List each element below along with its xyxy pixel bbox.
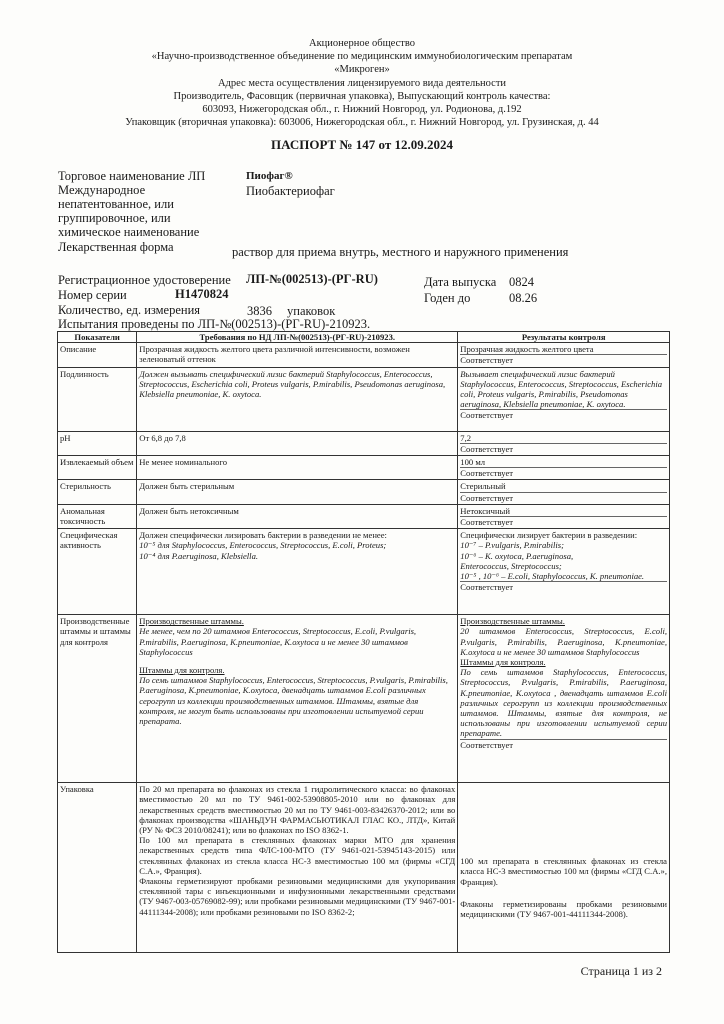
row-requirement: Должен быть нетоксичным (137, 504, 458, 528)
tests-line: Испытания проведены по ЛП-№(002513)-(РГ-RU)-210923. (58, 317, 371, 331)
requirement-line: 10⁻⁵ для Staphylococcus, Enterococcus, Streptococcus, E.coli, Proteus; (139, 540, 387, 551)
requirement-text: Флаконы герметизируют пробками резиновыми медицинскими для укупоривания стеклянной тары с инъекционными и инфузионными лекарственными средствами (ТУ 9467-003-05769082-99); или пробками резиновыми медицинскими (ТУ 9467-001-44111344-2008); или пробками резиновыми по ISO 8362-2; (139, 876, 456, 917)
row-requirement: Не менее номинального (137, 456, 458, 480)
valid-label: Годен до (424, 291, 471, 305)
col-header-indicator: Показатели (58, 332, 137, 343)
result-line: 10⁻⁷ – P.vulgaris, P.mirabilis; (460, 540, 564, 551)
requirement-line: 10⁻⁴ для P.aeruginosa, Klebsiella. (139, 550, 259, 561)
requirement-heading: Производственные штаммы. (139, 616, 244, 627)
form-value: раствор для приема внутрь, местного и наружного применения (232, 245, 569, 259)
result-text: По семь штаммов Staphylococcus, Enterococcus, Streptococcus, P.vulgaris, P.mirabilis, P.aeruginosa, K.pneumoniae, K.oxytoca , двенадцать штаммов E.coli различных серогрупп из коллекции производственных штаммов. Штаммы, взятые для контроля, не использованы при изготовлении испытуемой серии препарате. (460, 667, 667, 739)
row-name: Упаковка (58, 783, 137, 953)
inn-label-4: химическое наименование (58, 225, 200, 239)
qty-value: 3836 (247, 304, 272, 318)
result-status: Соответствует (460, 355, 514, 366)
org-short: «Микроген» (334, 64, 390, 75)
qty-label: Количество, ед. измерения (58, 303, 201, 317)
requirement-text: Не менее, чем по 20 штаммов Enterococcus, Streptococcus, E.coli, P.vulgaris, P.mirabilis, P.aeruginosa, K.pneumoniae, K.oxytoca и не менее 30 штаммов Staphylococcus (139, 626, 417, 657)
series-value: H1470824 (175, 287, 229, 301)
inn-label-2: непатентованное, или (58, 197, 174, 211)
requirement-text: По 20 мл препарата во флаконах из стекла 1 гидролитического класса: во флаконах вместимостью 20 мл по ТУ 9461-002-53908805-2010 или во флаконах для лекарственных средств вместимостью 20 мл по ТУ 9461-003-83426370-2012; или во флаконах производства «ШАНЬДУН ФАРМАСЬЮТИКАЛ ГЛАС КО., ЛТД», Китай (РУ № ФСЗ 2010/08241); или во флаконах по ISO 8362-1. (139, 784, 456, 836)
table-row (58, 480, 670, 504)
result-status: Соответствует (460, 517, 514, 528)
result-value: Стерильный (460, 481, 667, 492)
table-row (58, 367, 670, 431)
col-header-results: Результаты контроля (458, 332, 670, 343)
result-value: Нетоксичный (460, 506, 667, 517)
result-status: Соответствует (460, 739, 667, 750)
row-name: Подлинность (58, 367, 137, 431)
result-text: 20 штаммов Enterococcus, Streptococcus, E.coli, P.vulgaris, P.mirabilis, P.aeruginosa, K.pneumoniae, K.oxytoca и не менее 30 штаммов Staphylococcus (460, 626, 667, 657)
issue-value: 0824 (509, 275, 534, 289)
col-header-requirements: Требования по НД ЛП-№(002513)-(РГ-RU)-210923. (137, 332, 458, 343)
trade-name-label: Торговое наименование ЛП (58, 169, 206, 183)
form-label: Лекарственная форма (58, 240, 174, 254)
reg-value: ЛП-№(002513)-(РГ-RU) (246, 272, 378, 286)
address-label: Адрес места осуществления лицензируемого вида деятельности (217, 78, 507, 89)
producer-line: Производитель, Фасовщик (первичная упаковка), Выпускающий контроль качества: (173, 91, 551, 102)
result-value: 100 мл (460, 457, 667, 468)
result-line: 10⁻⁵ , 10⁻⁶ – E.coli, Staphylococcus, K. pneumoniae. (460, 571, 645, 582)
result-status: Соответствует (460, 492, 514, 503)
row-requirement: Прозрачная жидкость желтого цвета различной интенсивности, возможен зеленоватый оттенок (137, 343, 458, 367)
result-value: 7,2 (460, 433, 667, 444)
result-value: Прозрачная жидкость желтого цвета (460, 344, 667, 355)
row-name: pH (58, 431, 137, 455)
result-heading: Штаммы для контроля. (460, 657, 546, 668)
result-heading: Производственные штаммы. (460, 616, 565, 627)
valid-value: 08.26 (509, 291, 538, 305)
row-name: Производственные штаммы и штаммы для контроля (58, 615, 137, 783)
table-row (58, 343, 670, 367)
requirement-text: По семь штаммов Staphylococcus, Enterococcus, Streptococcus, P.vulgaris, P.mirabilis, P.aeruginosa, K.pneumoniae, K.oxytoca, двенадцать штаммов E.coli различных серогрупп из коллекции производственных штаммов. Штаммы, взятые для контроля, не могут быть использованы при изготовлении испытуемой серии препарата. (139, 675, 448, 727)
result-status: Соответствует (460, 409, 667, 420)
inn-label-1: Международное (58, 183, 146, 197)
result-status: Соответствует (460, 581, 667, 592)
result-text: 100 мл препарата в стеклянных флаконах из стекла класса НС-3 вместимостью 100 мл (фирмы «СГД С.А.», Франция). (460, 856, 667, 887)
control-table (57, 331, 670, 953)
issue-label: Дата выпуска (424, 275, 497, 289)
org-type: Акционерное общество (309, 38, 415, 49)
table-row (58, 615, 670, 783)
result-line: Enterococcus, Streptococcus; (460, 560, 562, 571)
row-name: Аномальная токсичность (58, 504, 137, 528)
result-value: Вызывает специфический лизис бактерий Staphylococcus, Enterococcus, Streptococcus, Escherichia coli, Proteus vulgaris, P.mirabilis, Pseudomonas aeruginosa, Klebsiella pneumoniae, K. oxytoca. (460, 368, 663, 410)
result-status: Соответствует (460, 468, 514, 479)
result-line: 10⁻⁶ – K. oxytoca, P.aeruginosa, (460, 550, 574, 561)
producer-address: 603093, Нижегородская обл., г. Нижний Новгород, ул. Родионова, д.192 (202, 104, 522, 115)
row-name: Извлекаемый объем (58, 456, 137, 480)
inn-label-3: группировочное, или (58, 211, 171, 225)
inn-value: Пиобактериофаг (246, 184, 335, 198)
reg-label: Регистрационное удостоверение (58, 273, 231, 287)
requirement-heading: Штаммы для контроля. (139, 665, 225, 676)
trade-name-value: Пиофаг® (246, 170, 293, 182)
row-requirement: Должен вызывать специфический лизис бактерий Staphylococcus, Enterococcus, Streptococcus, Escherichia coli, Proteus vulgaris, P.mirabilis, Pseudomonas aeruginosa, Klebsiella pneumoniae, K. oxytoca. (137, 367, 458, 431)
table-row (58, 504, 670, 528)
requirement-line: Должен специфически лизировать бактерии в разведении не менее: (139, 530, 387, 541)
org-name: «Научно-производственное объединение по медицинским иммунобиологическим препаратам (151, 51, 573, 62)
table-row (58, 529, 670, 615)
table-row (58, 456, 670, 480)
page-title: ПАСПОРТ № 147 от 12.09.2024 (270, 137, 453, 152)
table-row (58, 783, 670, 953)
row-name: Описание (58, 343, 137, 367)
packer-line: Упаковщик (вторичная упаковка): 603006, Нижегородская обл., г. Нижний Новгород, ул. Грузинская, д. 44 (125, 117, 599, 128)
result-line: Специфически лизирует бактерии в разведении: (460, 530, 638, 541)
result-status: Соответствует (460, 443, 514, 454)
table-row (58, 431, 670, 455)
row-requirement: От 6,8 до 7,8 (137, 431, 458, 455)
requirement-text: По 100 мл препарата в стеклянных флаконах марки МТО для хранения лекарственных средств типа ФЛС-100-МТО (ТУ 9461-021-53945143-2015) или стеклянных флаконах из стекла класса НС-3 вместимостью 100 мл (фирмы «СГД С.А.», Франция). (139, 835, 456, 876)
page-number: Страница 1 из 2 (580, 964, 662, 978)
table-header-row (58, 332, 670, 343)
qty-unit: упаковок (287, 304, 336, 318)
result-text: Флаконы герметизированы пробками резиновыми медицинскими (ТУ 9467-001-44111344-2008). (460, 898, 667, 920)
row-requirement: Должен быть стерильным (137, 480, 458, 504)
series-label: Номер серии (58, 288, 127, 302)
row-name: Стерильность (58, 480, 137, 504)
row-name: Специфическая активность (58, 529, 137, 615)
